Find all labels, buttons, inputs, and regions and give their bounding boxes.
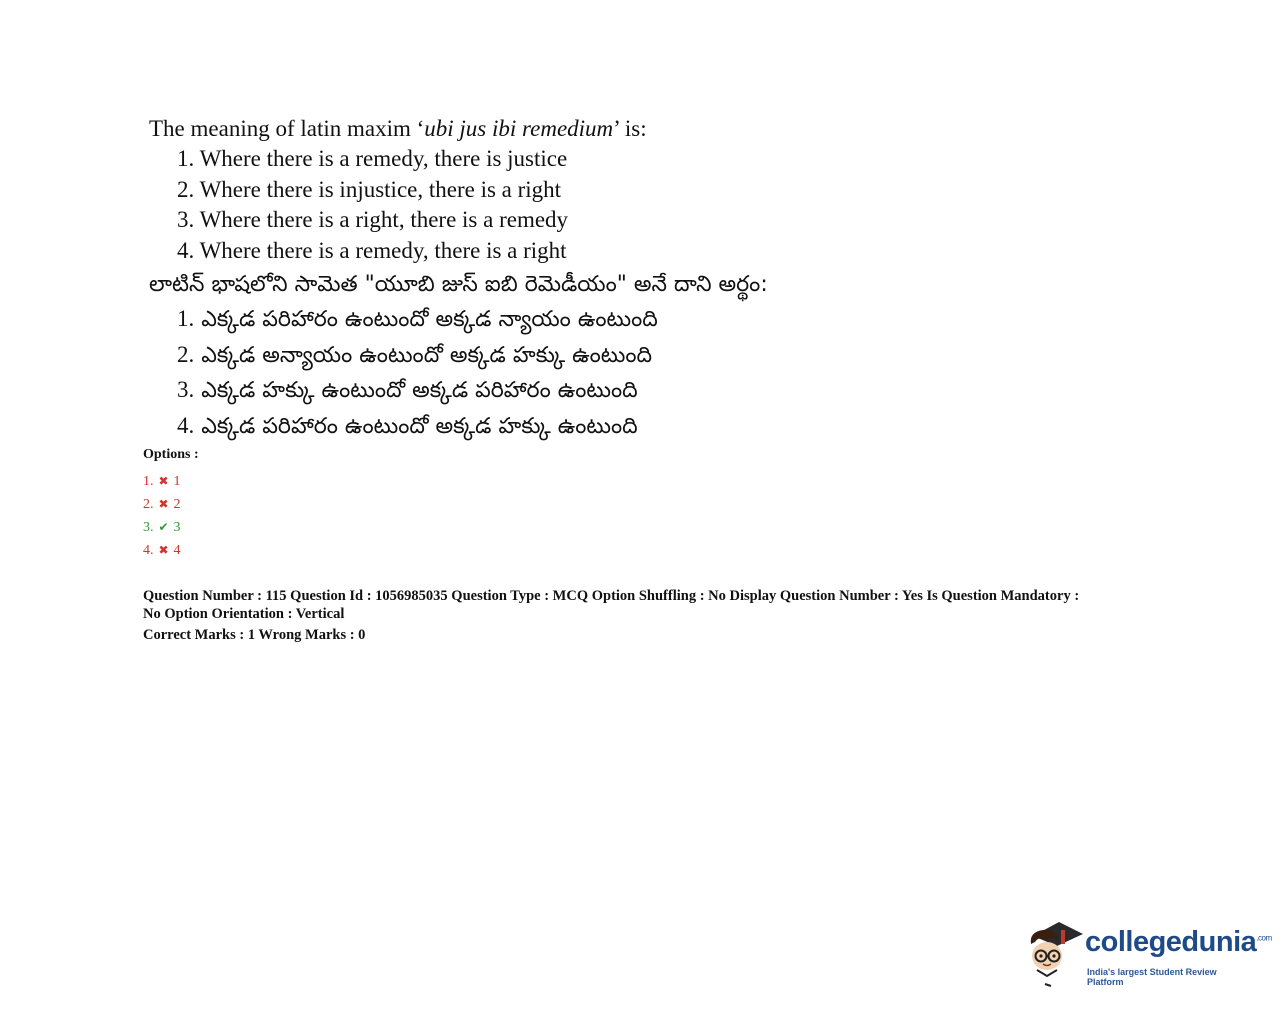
option-item xyxy=(143,470,199,493)
option-number: 2. xyxy=(143,497,154,512)
question-prefix: The meaning of latin maxim ‘ xyxy=(149,116,425,141)
question-block xyxy=(149,114,1049,444)
question-suffix: ’ is: xyxy=(613,116,647,141)
telugu-option-text: ఎక్కడ పరిహారం ఉంటుందో అక్కడ హక్కు ఉంటుంది xyxy=(201,413,638,439)
options-section xyxy=(143,446,199,562)
question-text-english xyxy=(149,114,1049,144)
telugu-option-text: ఎక్కడ పరిహారం ఉంటుందో అక్కడ న్యాయం ఉంటుంది xyxy=(201,307,658,332)
question-metadata xyxy=(143,587,1153,644)
latin-maxim: ubi jus ibi remedium xyxy=(424,116,614,141)
english-option: 2. Where there is injustice, there is a right xyxy=(177,176,562,202)
option-value: 4 xyxy=(173,543,181,558)
logo-name: collegedunia xyxy=(1085,926,1257,958)
logo-suffix: .com xyxy=(1256,933,1272,943)
marks-line: Correct Marks : 1 Wrong Marks : 0 xyxy=(143,627,366,643)
english-option: 4. Where there is a remedy, there is a right xyxy=(177,237,567,263)
cross-icon: ✖ xyxy=(158,497,169,511)
option-value: 1 xyxy=(173,474,181,489)
telugu-option-number: 2. xyxy=(177,341,195,367)
options-title: Options : xyxy=(143,447,199,462)
telugu-option xyxy=(177,373,1049,409)
option-value: 3 xyxy=(173,520,181,535)
telugu-option-number: 3. xyxy=(177,377,195,402)
telugu-option xyxy=(177,409,1049,445)
english-option: 3. Where there is a right, there is a remedy xyxy=(177,207,569,232)
question-text-telugu: లాటిన్ భాషలోని సామెత "యూబి జుస్ ఐబి రెమెడీయం" అనే దాని అర్థం: xyxy=(149,272,768,297)
metadata-line: No Option Orientation : Vertical xyxy=(143,606,345,622)
option-item xyxy=(143,516,199,539)
telugu-option-text: ఎక్కడ హక్కు ఉంటుందో అక్కడ పరిహారం ఉంటుంది xyxy=(201,378,638,403)
telugu-option xyxy=(177,302,1049,338)
telugu-option-number: 1. xyxy=(177,306,195,331)
english-option: 1. Where there is a remedy, there is justice xyxy=(177,146,568,171)
cross-icon: ✖ xyxy=(158,543,169,557)
option-item xyxy=(143,539,199,562)
option-number: 4. xyxy=(143,543,154,558)
telugu-option xyxy=(177,338,1049,374)
checkmark-icon: ✔ xyxy=(158,520,169,534)
mascot-icon xyxy=(1025,918,1087,990)
collegedunia-logo xyxy=(1025,918,1272,990)
logo-tagline: India's largest Student Review Platform xyxy=(1087,967,1217,987)
option-item xyxy=(143,493,199,516)
metadata-line: Question Number : 115 Question Id : 1056985035 Question Type : MCQ Option Shuffling : No Display Question Number : Yes Is Question Mandatory : xyxy=(143,588,1080,604)
logo-wordmark xyxy=(1085,926,1272,959)
telugu-option-number: 4. xyxy=(177,412,195,438)
english-option-list xyxy=(149,144,1049,266)
option-value: 2 xyxy=(173,497,181,512)
option-number: 1. xyxy=(143,474,154,489)
option-number: 3. xyxy=(143,520,154,535)
telugu-option-text: ఎక్కడ అన్యాయం ఉంటుందో అక్కడ హక్కు ఉంటుంది xyxy=(201,342,653,368)
cross-icon: ✖ xyxy=(158,474,169,488)
telugu-option-list xyxy=(149,302,1049,444)
